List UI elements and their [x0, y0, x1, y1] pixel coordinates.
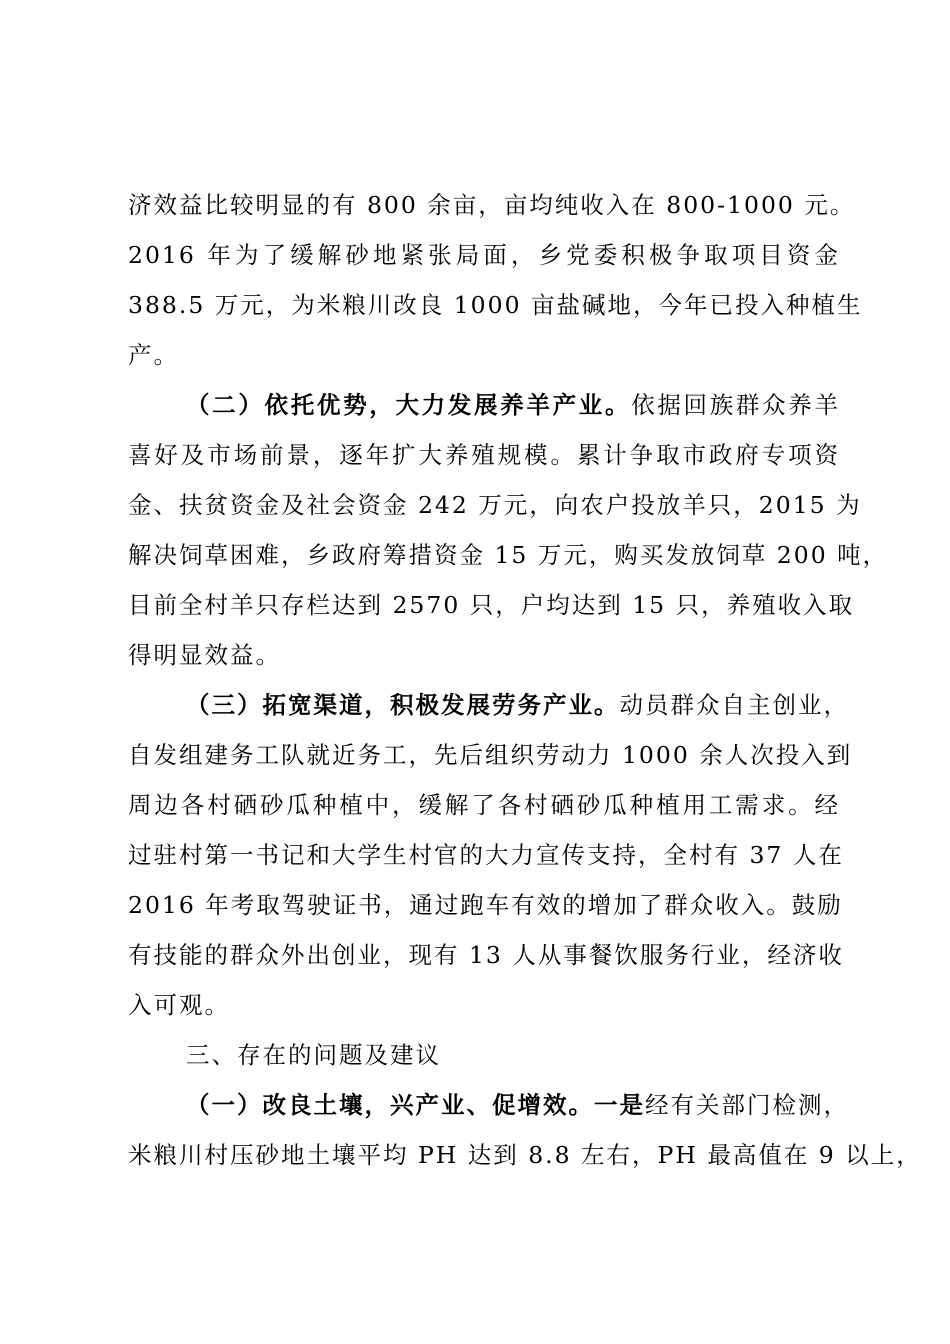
text-line: 2016 年为了缓解砂地紧张局面，乡党委积极争取项目资金 — [128, 241, 840, 269]
text-line: 解决饲草困难，乡政府筹措资金 15 万元，购买发放饲草 200 吨， — [128, 541, 889, 569]
text-span: 依据回族群众养羊 — [631, 391, 840, 419]
text-line: 388.5 万元，为米粮川改良 1000 亩盐碱地，今年已投入种植生 — [128, 291, 863, 319]
text-span: 动员群众自主创业， — [619, 691, 849, 719]
subsection-heading: （三）拓宽渠道，积极发展劳务产业。 — [186, 691, 620, 719]
text-line: 自发组建务工队就近务工，先后组织劳动力 1000 余人次投入到 — [128, 741, 853, 769]
text-line: 金、扶贫资金及社会资金 242 万元，向农户投放羊只，2015 为 — [128, 491, 862, 519]
paragraph-first-line — [186, 1090, 849, 1120]
text-line: 过驻村第一书记和大学生村官的大力宣传支持，全村有 37 人在 — [128, 841, 844, 869]
subsection-heading: （二）依托优势，大力发展养羊产业。 — [186, 391, 632, 419]
text-span: 经有关部门检测， — [645, 1091, 849, 1119]
paragraph-first-line — [186, 690, 849, 720]
text-line: 济效益比较明显的有 800 余亩，亩均纯收入在 800-1000 元。 — [128, 191, 856, 219]
text-line: 周边各村硒砂瓜种植中，缓解了各村硒砂瓜种植用工需求。经 — [128, 791, 840, 819]
text-line: 喜好及市场前景，逐年扩大养殖规模。累计争取市政府专项资 — [128, 441, 840, 469]
text-line: 入可观。 — [128, 991, 230, 1019]
text-line: 产。 — [128, 341, 179, 369]
text-line: 有技能的群众外出创业，现有 13 人从事餐饮服务行业，经济收 — [128, 941, 844, 969]
section-title: 三、存在的问题及建议 — [186, 1041, 441, 1069]
text-line: 得明显效益。 — [128, 641, 281, 669]
text-line: 米粮川村压砂地土壤平均 PH 达到 8.8 左右，PH 最高值在 9 以上， — [128, 1141, 922, 1169]
text-line: 目前全村羊只存栏达到 2570 只，户均达到 15 只，养殖收入取 — [128, 591, 855, 619]
paragraph-first-line — [186, 390, 840, 420]
subsection-heading: （一）改良土壤，兴产业、促增效。 — [186, 1091, 594, 1119]
bold-lead: 一是 — [594, 1091, 645, 1119]
text-line: 2016 年考取驾驶证书，通过跑车有效的增加了群众收入。鼓励 — [128, 891, 843, 919]
